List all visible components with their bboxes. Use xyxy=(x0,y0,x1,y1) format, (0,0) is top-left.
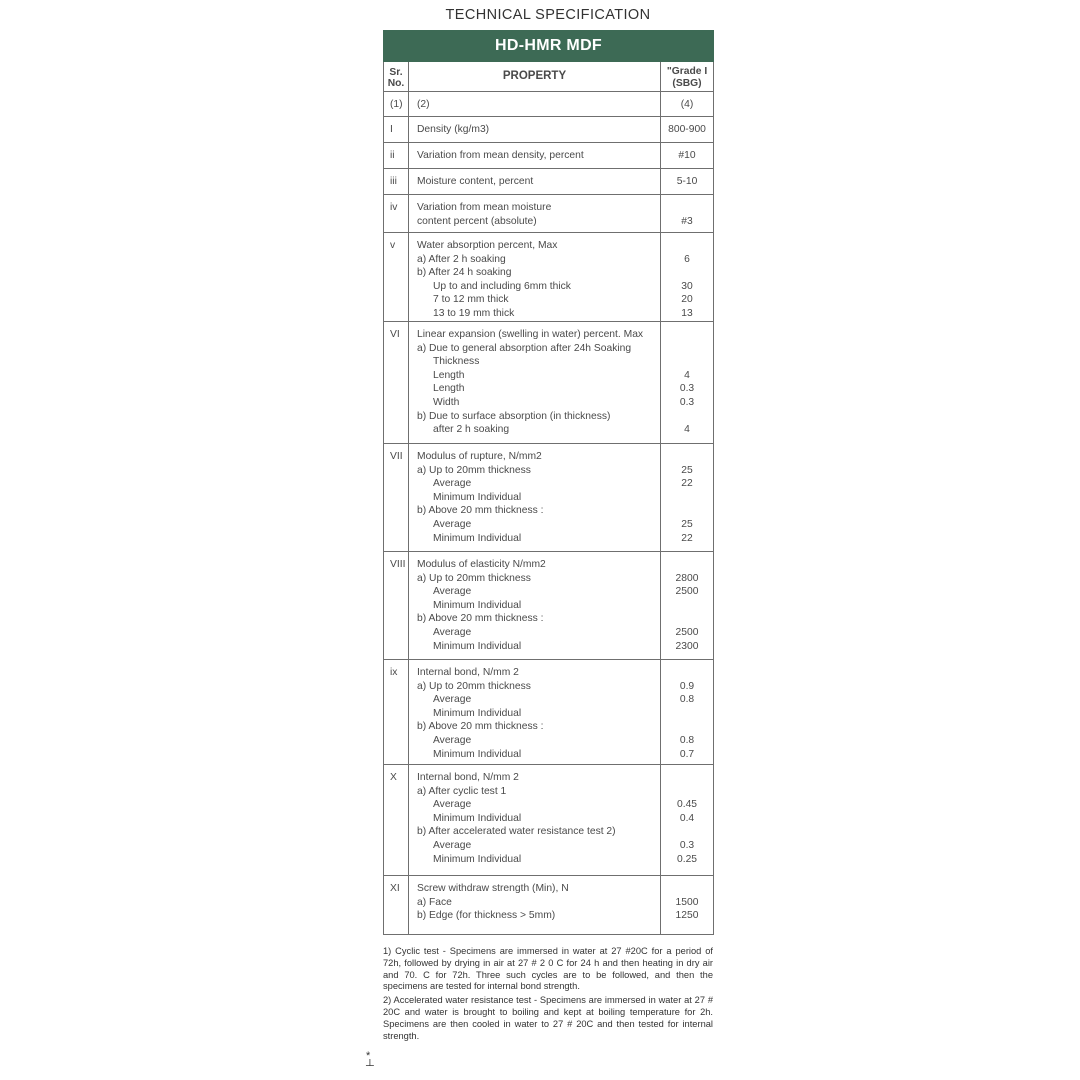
grade-line: 30 xyxy=(681,280,693,292)
row-sr-no: VII xyxy=(384,444,409,552)
grade-line xyxy=(661,201,713,215)
property-line: Modulus of rupture, N/mm2 xyxy=(417,451,542,462)
row-sr-no: v xyxy=(384,233,409,322)
row-grade-value xyxy=(661,322,714,444)
grade-line: 0.25 xyxy=(676,853,698,865)
header-grade-line1: "Grade I xyxy=(666,65,708,77)
table-row xyxy=(384,143,714,169)
grade-line xyxy=(661,239,713,253)
property-line: Average xyxy=(433,518,472,530)
row-property xyxy=(409,322,661,444)
row-sr-no: XI xyxy=(384,876,409,935)
grade-line: 2500 xyxy=(675,586,699,598)
grade-line xyxy=(661,720,713,734)
row-property xyxy=(409,660,661,765)
row-property xyxy=(409,876,661,935)
header-sr-line1: Sr. xyxy=(389,66,403,78)
grade-line: 0.3 xyxy=(679,396,695,408)
grade-line xyxy=(661,491,713,505)
row-grade-value xyxy=(661,143,714,169)
table-row xyxy=(384,552,714,660)
grade-line: 2800 xyxy=(675,572,699,584)
grade-line: 0.3 xyxy=(679,383,695,395)
property-line: a) After 2 h soaking xyxy=(417,253,506,265)
header-sr-line2: No. xyxy=(387,77,405,89)
grade-line: 22 xyxy=(681,478,693,490)
property-line: Minimum Individual xyxy=(433,707,522,719)
property-line: Variation from mean moisture xyxy=(417,202,552,213)
property-line: Water absorption percent, Max xyxy=(417,240,558,251)
grade-line: #3 xyxy=(681,215,693,227)
row-sr-no: iv xyxy=(384,195,409,233)
row-grade-value xyxy=(661,233,714,322)
property-line: Up to and including 6mm thick xyxy=(433,280,571,292)
grade-line: 0.8 xyxy=(679,734,695,746)
grade-line xyxy=(661,599,713,613)
property-line: Average xyxy=(433,734,472,746)
grade-line: 800-900 xyxy=(668,124,706,135)
grade-line: 20 xyxy=(681,294,693,306)
row-sr-no: VI xyxy=(384,322,409,444)
property-line: content percent (absolute) xyxy=(417,215,537,227)
property-line: b) Above 20 mm thickness : xyxy=(417,505,544,517)
grade-line: 0.8 xyxy=(679,694,695,706)
row-grade-value xyxy=(661,876,714,935)
grade-line: 22 xyxy=(681,532,693,544)
grade-line xyxy=(661,558,713,572)
property-line: b) Above 20 mm thickness : xyxy=(417,613,544,625)
row-grade-value xyxy=(661,660,714,765)
grade-line xyxy=(661,785,713,799)
footnote-2: 2) Accelerated water resistance test - Specimens are immersed in water at 27 # 20C and water is brought to boiling and kept at boiling temperature for 2h. Specimens are then cooled in water to 27 # 20C and then tested for internal strength. xyxy=(383,995,713,1041)
property-line: Average xyxy=(433,839,472,851)
property-line: Internal bond, N/mm 2 xyxy=(417,772,519,783)
grade-line: 1250 xyxy=(675,910,699,922)
property-line: Average xyxy=(433,626,472,638)
row-grade-value xyxy=(661,117,714,143)
footnote-1: 1) Cyclic test - Specimens are immersed in water at 27 #20C for a period of 72h, followed by drying in air at 27 # 2 0 C for 24 h and then heating in dry air and 70. C for 72h. Three such cycles are to be followed, and then the specimens are tested for internal bond strength. xyxy=(383,946,713,992)
grade-line: 2300 xyxy=(675,640,699,652)
table-row xyxy=(384,195,714,233)
property-line: (2) xyxy=(417,99,430,110)
grade-line: (4) xyxy=(680,99,694,110)
row-grade-value xyxy=(661,765,714,876)
row-sr-no: I xyxy=(384,117,409,143)
property-line: Average xyxy=(433,694,472,706)
property-line: b) Edge (for thickness > 5mm) xyxy=(417,910,556,922)
row-sr-no: VIII xyxy=(384,552,409,660)
property-line: Minimum Individual xyxy=(433,853,522,865)
row-property xyxy=(409,233,661,322)
property-line: b) After 24 h soaking xyxy=(417,267,512,279)
table-row xyxy=(384,876,714,935)
property-line: a) Up to 20mm thickness xyxy=(417,464,531,476)
grade-line: #10 xyxy=(678,150,696,161)
property-line: Thickness xyxy=(433,356,480,368)
table-row xyxy=(384,322,714,444)
table-row xyxy=(384,765,714,876)
property-line: a) Due to general absorption after 24h Soaking xyxy=(417,342,632,354)
row-grade-value xyxy=(661,92,714,117)
property-line: Average xyxy=(433,586,472,598)
grade-line: 6 xyxy=(684,253,690,265)
grade-line xyxy=(661,450,713,464)
property-line: Width xyxy=(433,396,460,408)
property-line: b) Above 20 mm thickness : xyxy=(417,721,544,733)
grade-line xyxy=(661,266,713,280)
table-row xyxy=(384,92,714,117)
grade-line: 4 xyxy=(684,424,690,436)
property-line: Minimum Individual xyxy=(433,748,522,760)
row-sr-no: ix xyxy=(384,660,409,765)
row-property xyxy=(409,169,661,195)
grade-line xyxy=(661,504,713,518)
property-line: 7 to 12 mm thick xyxy=(433,294,509,306)
property-line: Minimum Individual xyxy=(433,640,522,652)
row-property xyxy=(409,552,661,660)
grade-line xyxy=(661,825,713,839)
row-property xyxy=(409,444,661,552)
corner-rule-icon: ┴ xyxy=(366,1060,374,1072)
property-line: Minimum Individual xyxy=(433,532,522,544)
grade-line: 0.9 xyxy=(679,680,695,692)
property-line: a) Face xyxy=(417,896,452,908)
row-grade-value xyxy=(661,444,714,552)
grade-line xyxy=(661,328,713,342)
grade-line xyxy=(661,410,713,424)
grade-line xyxy=(661,342,713,356)
header-property: PROPERTY xyxy=(409,62,661,92)
property-line: Minimum Individual xyxy=(433,491,522,503)
property-line: Minimum Individual xyxy=(433,599,522,611)
grade-line xyxy=(661,612,713,626)
property-line: a) Up to 20mm thickness xyxy=(417,572,531,584)
corner-mark xyxy=(366,1051,374,1071)
grade-line: 0.7 xyxy=(679,748,695,760)
grade-line: 4 xyxy=(684,369,690,381)
property-line: Variation from mean density, percent xyxy=(417,150,584,161)
property-line: Internal bond, N/mm 2 xyxy=(417,667,519,678)
header-grade-line2: (SBG) xyxy=(672,77,702,89)
table-row xyxy=(384,660,714,765)
grade-line xyxy=(661,666,713,680)
property-line: Minimum Individual xyxy=(433,812,522,824)
asterisk-mark: * xyxy=(366,1050,371,1062)
row-property xyxy=(409,92,661,117)
grade-line: 1500 xyxy=(675,896,699,908)
property-line: b) After accelerated water resistance test 2) xyxy=(417,826,616,838)
property-line: Average xyxy=(433,799,472,811)
footnotes xyxy=(383,946,713,1044)
page-title: TECHNICAL SPECIFICATION xyxy=(445,7,651,23)
property-line: Average xyxy=(433,478,472,490)
grade-line xyxy=(661,882,713,896)
grade-line xyxy=(661,707,713,721)
grade-line: 2500 xyxy=(675,626,699,638)
grade-line xyxy=(661,771,713,785)
row-property xyxy=(409,765,661,876)
table-row xyxy=(384,117,714,143)
row-property xyxy=(409,143,661,169)
property-line: a) Up to 20mm thickness xyxy=(417,680,531,692)
product-banner: HD-HMR MDF xyxy=(384,31,714,62)
property-line: Modulus of elasticity N/mm2 xyxy=(417,559,546,570)
table-row xyxy=(384,169,714,195)
grade-line: 25 xyxy=(681,518,693,530)
header-sr-no xyxy=(384,62,409,92)
header-grade xyxy=(661,62,714,92)
property-line: after 2 h soaking xyxy=(433,424,510,436)
property-line: 13 to 19 mm thick xyxy=(433,307,515,319)
grade-line xyxy=(661,355,713,369)
property-line: Length xyxy=(433,369,465,381)
grade-line: 25 xyxy=(681,464,693,476)
table-row xyxy=(384,444,714,552)
row-grade-value xyxy=(661,552,714,660)
property-line: b) Due to surface absorption (in thickness) xyxy=(417,410,611,422)
row-grade-value xyxy=(661,169,714,195)
grade-line: 13 xyxy=(681,307,693,319)
property-line: Density (kg/m3) xyxy=(417,124,490,135)
grade-line: 0.4 xyxy=(679,812,695,824)
row-property xyxy=(409,117,661,143)
row-sr-no: ii xyxy=(384,143,409,169)
property-line: a) After cyclic test 1 xyxy=(417,785,507,797)
property-line: Linear expansion (swelling in water) percent. Max xyxy=(417,329,644,340)
property-line: Length xyxy=(433,383,465,395)
grade-line: 0.3 xyxy=(679,839,695,851)
table-row xyxy=(384,233,714,322)
row-sr-no: iii xyxy=(384,169,409,195)
property-line: Moisture content, percent xyxy=(417,176,534,187)
spec-table xyxy=(383,30,714,935)
row-sr-no: X xyxy=(384,765,409,876)
property-line: Screw withdraw strength (Min), N xyxy=(417,883,569,894)
grade-line: 5-10 xyxy=(676,176,698,187)
row-property xyxy=(409,195,661,233)
row-grade-value xyxy=(661,195,714,233)
row-sr-no: (1) xyxy=(384,92,409,117)
grade-line: 0.45 xyxy=(676,799,698,811)
